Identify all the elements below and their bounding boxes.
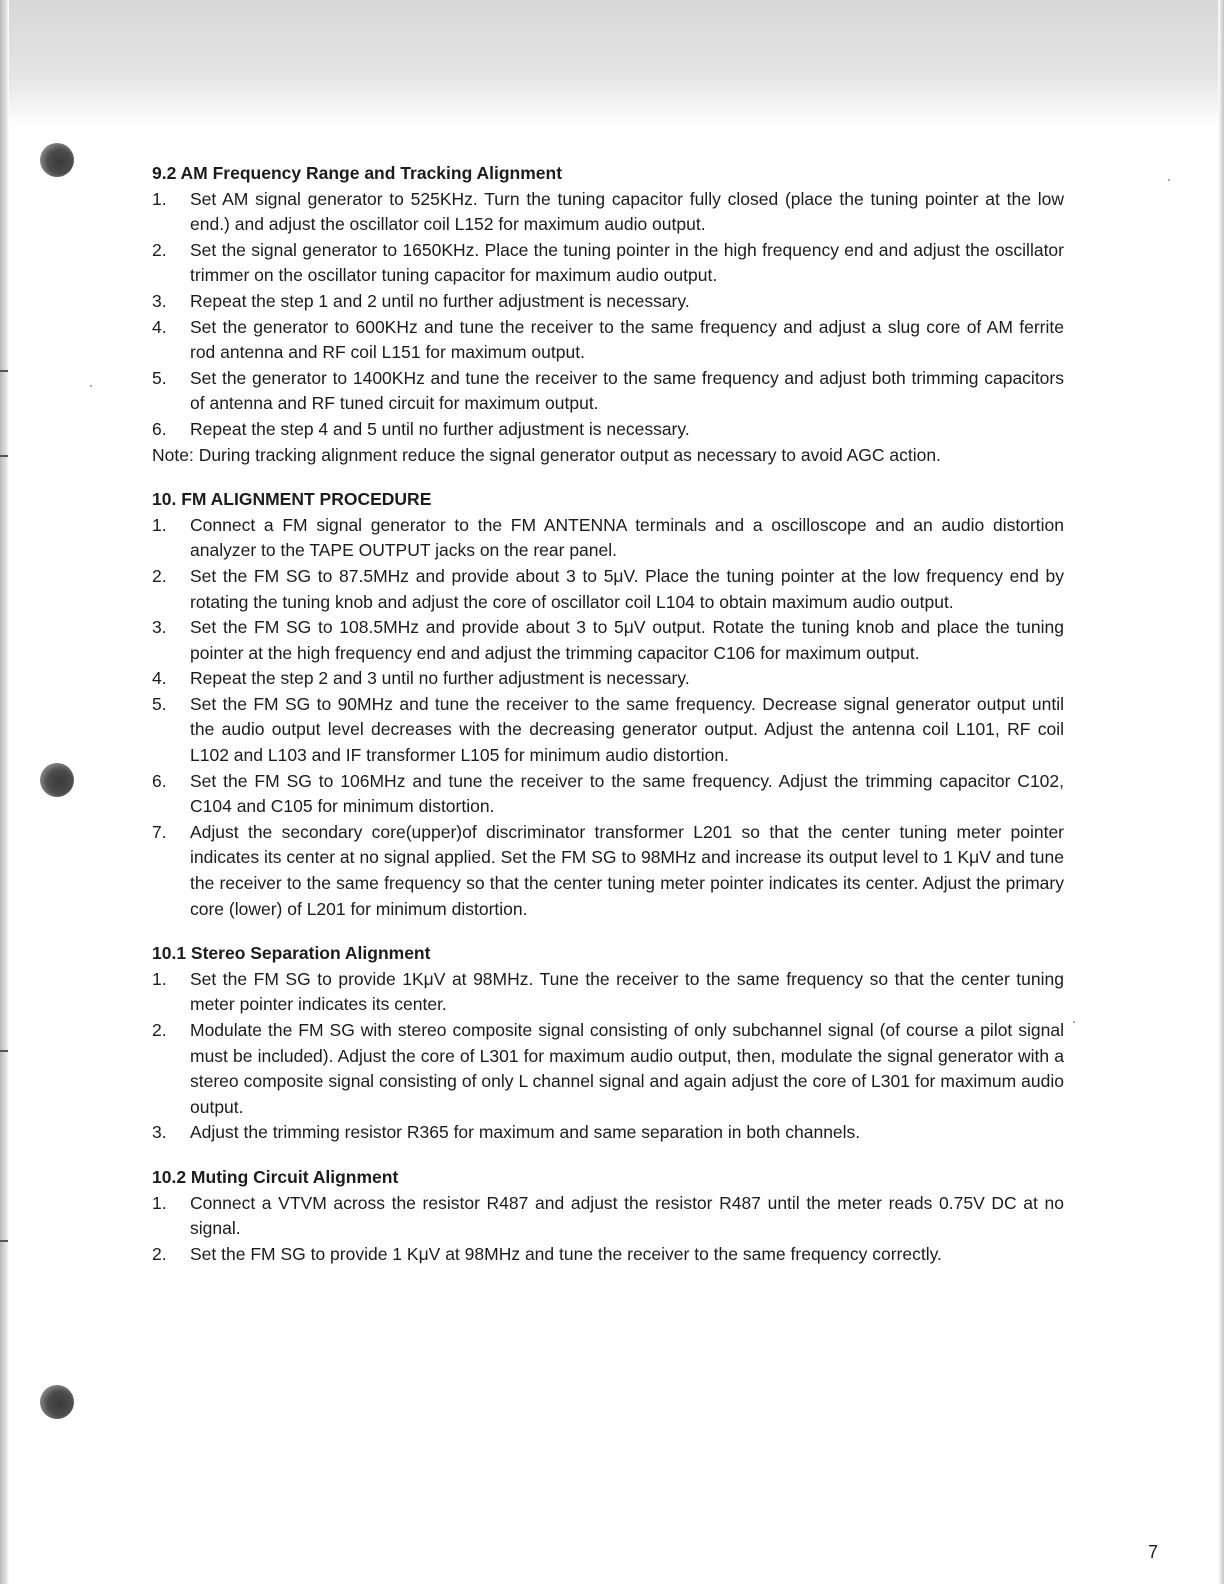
item-number: 2.	[152, 1020, 167, 1040]
list-item	[152, 769, 1064, 820]
item-number: 5.	[152, 367, 167, 388]
edge-mark	[0, 370, 8, 372]
section-heading: 10.2 Muting Circuit Alignment	[152, 1166, 399, 1187]
item-number: 1.	[152, 1192, 167, 1213]
item-number: 2.	[152, 239, 167, 260]
scan-shadow-top	[0, 0, 1224, 125]
section-muting-circuit	[152, 1165, 1064, 1267]
item-number: 4.	[152, 316, 167, 337]
list-item	[152, 820, 1064, 922]
list-item	[152, 1120, 1064, 1146]
item-text: Connect a FM signal generator to the FM ANTENNA terminals and a oscilloscope and an audio distortion analyzer to the TAPE OUTPUT jacks on the rear panel.	[190, 514, 1064, 561]
item-text: Repeat the step 4 and 5 until no further adjustment is necessary.	[190, 418, 690, 439]
list-item	[152, 666, 1064, 692]
item-text: Connect a VTVM across the resistor R487 and adjust the resistor R487 until the meter reads 0.75V DC at no signal.	[190, 1192, 1064, 1239]
list-item	[152, 615, 1064, 666]
item-number: 1.	[152, 514, 167, 535]
binder-hole-middle	[40, 763, 74, 797]
item-text: Set the generator to 1400KHz and tune the receiver to the same frequency and adjust both trimming capacitors of antenna and RF tuned circuit for maximum output.	[190, 367, 1064, 414]
item-number: 7.	[152, 821, 167, 842]
item-number: 3.	[152, 1122, 167, 1143]
section-heading: 9.2 AM Frequency Range and Tracking Alignment	[152, 163, 563, 183]
list-item	[152, 564, 1064, 615]
list-item	[152, 692, 1064, 769]
item-text: Modulate the FM SG with stereo composite signal consisting of only subchannel signal (of course a pilot signal must be included). Adjust the core of L301 for maximum audio output, then, modulate the signal generator with a stereo composite signal consisting of only L channel signal and again adjust the core of L301 for maximum audio output.	[190, 1020, 1064, 1117]
page-edge-right	[1218, 0, 1224, 1584]
edge-mark	[0, 1050, 8, 1052]
list-item	[152, 1242, 1064, 1268]
item-number: 5.	[152, 693, 167, 714]
item-text: Adjust the trimming resistor R365 for maximum and same separation in both channels.	[190, 1122, 861, 1143]
item-number: 2.	[152, 1243, 167, 1264]
list-item	[152, 187, 1064, 238]
item-text: Set the FM SG to 87.5MHz and provide about 3 to 5μV. Place the tuning pointer at the low frequency end by rotating the tuning knob and adjust the core of oscillator coil L104 to obtain maximum audio output.	[190, 565, 1064, 612]
item-text: Adjust the secondary core(upper)of discriminator transformer L201 so that the center tuning meter pointer indicates its center at no signal applied. Set the FM SG to 98MHz and increase its output level to 1 KμV and tune the receiver to the same frequency so that the center tuning meter pointer indicates its center. Adjust the primary core (lower) of L201 for minimum distortion.	[190, 821, 1064, 919]
section-heading: 10.1 Stereo Separation Alignment	[152, 943, 431, 964]
list-item	[152, 238, 1064, 289]
list-item	[152, 366, 1064, 417]
list-item	[152, 417, 1064, 443]
item-text: Set the FM SG to provide 1KμV at 98MHz. Tune the receiver to the same frequency so that the center tuning meter pointer indicates its center.	[190, 968, 1064, 1015]
page-number: 7	[1148, 1542, 1159, 1562]
item-number: 1.	[152, 188, 167, 209]
section-stereo-separation	[152, 941, 1064, 1146]
item-number: 6.	[152, 770, 167, 791]
scan-speck	[1073, 1021, 1075, 1023]
section-fm-alignment	[152, 487, 1064, 922]
item-number: 6.	[152, 418, 167, 439]
edge-mark	[0, 455, 8, 457]
list-item	[152, 1191, 1064, 1242]
list-item	[152, 289, 1064, 315]
item-text: Set the signal generator to 1650KHz. Place the tuning pointer in the high frequency end and adjust the oscillator trimmer on the oscillator tuning capacitor for maximum audio output.	[190, 239, 1064, 286]
item-text: Repeat the step 2 and 3 until no further adjustment is necessary.	[190, 668, 690, 689]
binder-hole-top	[40, 143, 74, 177]
list-item	[152, 1018, 1064, 1120]
document-body	[152, 161, 1064, 1267]
list-item	[152, 315, 1064, 366]
note-text: Note: During tracking alignment reduce the signal generator output as necessary to avoid AGC action.	[152, 444, 941, 465]
list-item	[152, 513, 1064, 564]
section-am-alignment	[152, 161, 1064, 468]
scan-speck	[90, 385, 92, 387]
binder-hole-bottom	[40, 1385, 74, 1419]
section-heading: 10. FM ALIGNMENT PROCEDURE	[152, 489, 432, 510]
page-edge-left	[0, 0, 9, 1584]
item-text: Set the FM SG to 108.5MHz and provide about 3 to 5μV output. Rotate the tuning knob and place the tuning pointer at the high frequency end and adjust the trimming capacitor C106 for maximum output.	[190, 617, 1064, 663]
item-text: Set AM signal generator to 525KHz. Turn the tuning capacitor fully closed (place the tuning pointer at the low end.) and adjust the oscillator coil L152 for maximum audio output.	[190, 188, 1064, 235]
item-text: Set the FM SG to 90MHz and tune the receiver to the same frequency. Decrease signal generator output until the audio output level decreases with the decreasing generator output. Adjust the antenna coil L101, RF coil L102 and L103 and IF transformer L105 for minimum audio distortion.	[190, 693, 1064, 766]
item-number: 2.	[152, 565, 167, 586]
item-number: 1.	[152, 968, 167, 989]
edge-mark	[0, 1240, 8, 1242]
item-text: Set the FM SG to provide 1 KμV at 98MHz and tune the receiver to the same frequency correctly.	[190, 1243, 942, 1264]
item-text: Set the generator to 600KHz and tune the receiver to the same frequency and adjust a slug core of AM ferrite rod antenna and RF coil L151 for maximum output.	[190, 316, 1064, 363]
item-number: 3.	[152, 617, 167, 638]
item-text: Repeat the step 1 and 2 until no further adjustment is necessary.	[190, 290, 690, 311]
item-number: 4.	[152, 668, 167, 689]
item-number: 3.	[152, 290, 167, 311]
scan-speck	[1168, 179, 1170, 181]
item-text: Set the FM SG to 106MHz and tune the receiver to the same frequency. Adjust the trimming capacitor C102, C104 and C105 for minimum distortion.	[190, 770, 1064, 817]
list-item	[152, 967, 1064, 1018]
